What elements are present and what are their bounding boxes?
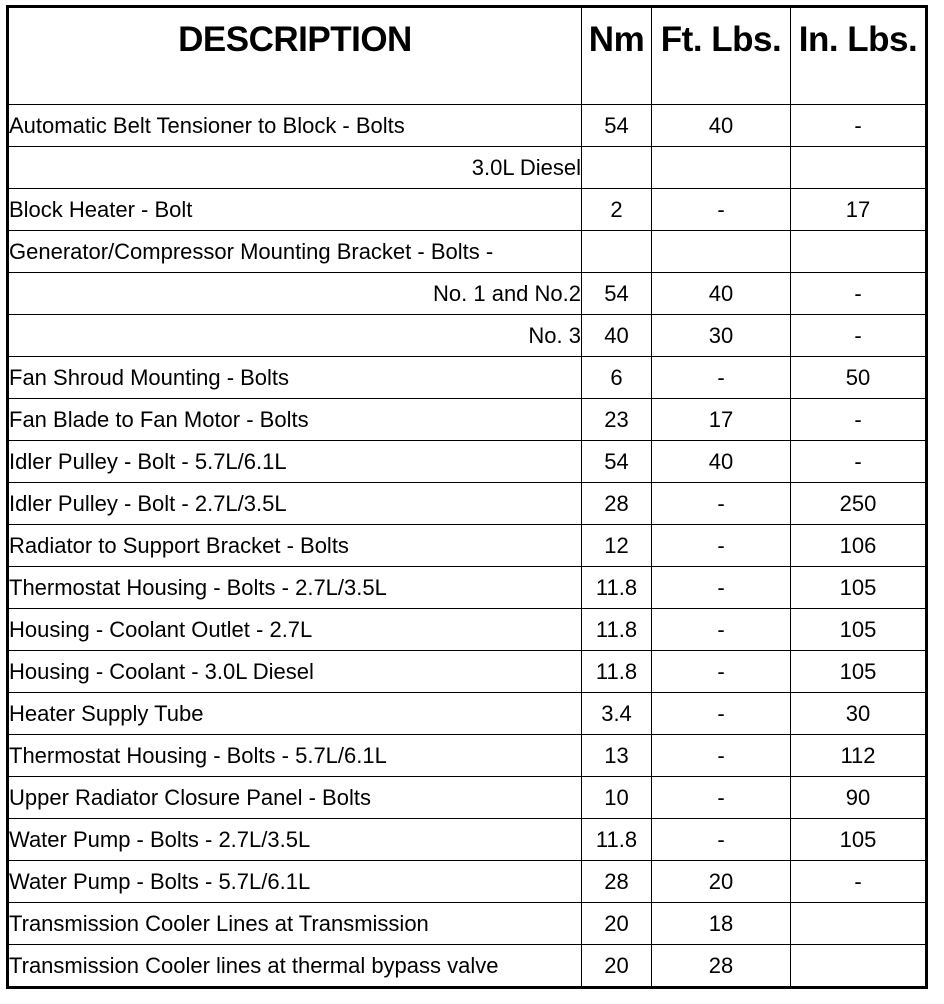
cell-in-lbs: - [791, 399, 927, 441]
cell-in-lbs: - [791, 105, 927, 147]
cell-nm: 40 [582, 315, 652, 357]
cell-description: Heater Supply Tube [8, 693, 582, 735]
table-row [8, 609, 927, 651]
cell-description: Fan Shroud Mounting - Bolts [8, 357, 582, 399]
cell-in-lbs: 105 [791, 567, 927, 609]
cell-ft-lbs: 40 [652, 273, 791, 315]
cell-nm: 20 [582, 945, 652, 988]
table-row [8, 819, 927, 861]
cell-description: Housing - Coolant - 3.0L Diesel [8, 651, 582, 693]
cell-nm [582, 147, 652, 189]
cell-nm: 12 [582, 525, 652, 567]
torque-specifications-table [6, 5, 928, 989]
cell-nm: 10 [582, 777, 652, 819]
cell-description: Transmission Cooler lines at thermal bypass valve [8, 945, 582, 988]
cell-in-lbs [791, 903, 927, 945]
cell-in-lbs: 90 [791, 777, 927, 819]
cell-ft-lbs [652, 147, 791, 189]
cell-nm: 23 [582, 399, 652, 441]
table-row [8, 441, 927, 483]
cell-description: Housing - Coolant Outlet - 2.7L [8, 609, 582, 651]
table-row [8, 399, 927, 441]
cell-in-lbs [791, 231, 927, 273]
cell-nm: 11.8 [582, 651, 652, 693]
header-in-lbs: In. Lbs. [791, 7, 927, 105]
cell-description: Block Heater - Bolt [8, 189, 582, 231]
table-row [8, 105, 927, 147]
cell-ft-lbs: - [652, 357, 791, 399]
cell-ft-lbs: - [652, 609, 791, 651]
cell-ft-lbs: - [652, 525, 791, 567]
cell-nm: 11.8 [582, 609, 652, 651]
cell-description: Thermostat Housing - Bolts - 2.7L/3.5L [8, 567, 582, 609]
cell-nm: 3.4 [582, 693, 652, 735]
table-row [8, 903, 927, 945]
cell-nm: 54 [582, 441, 652, 483]
table-row [8, 315, 927, 357]
cell-in-lbs: 105 [791, 651, 927, 693]
cell-ft-lbs: 30 [652, 315, 791, 357]
cell-description: Idler Pulley - Bolt - 5.7L/6.1L [8, 441, 582, 483]
cell-in-lbs [791, 147, 927, 189]
table-row [8, 735, 927, 777]
cell-description: 3.0L Diesel [8, 147, 582, 189]
table-row [8, 147, 927, 189]
cell-nm: 54 [582, 105, 652, 147]
cell-ft-lbs: 28 [652, 945, 791, 988]
cell-description: Automatic Belt Tensioner to Block - Bolts [8, 105, 582, 147]
table-row [8, 945, 927, 988]
cell-description: Thermostat Housing - Bolts - 5.7L/6.1L [8, 735, 582, 777]
cell-nm: 6 [582, 357, 652, 399]
cell-description: Idler Pulley - Bolt - 2.7L/3.5L [8, 483, 582, 525]
cell-description: No. 3 [8, 315, 582, 357]
table-row [8, 231, 927, 273]
cell-nm [582, 231, 652, 273]
table-row [8, 525, 927, 567]
cell-description: Transmission Cooler Lines at Transmission [8, 903, 582, 945]
cell-in-lbs: 250 [791, 483, 927, 525]
cell-nm: 11.8 [582, 819, 652, 861]
cell-in-lbs: 106 [791, 525, 927, 567]
cell-nm: 54 [582, 273, 652, 315]
cell-ft-lbs: 20 [652, 861, 791, 903]
cell-nm: 28 [582, 861, 652, 903]
table-row [8, 777, 927, 819]
table-row [8, 567, 927, 609]
cell-description: Generator/Compressor Mounting Bracket - Bolts - [8, 231, 582, 273]
cell-nm: 13 [582, 735, 652, 777]
cell-ft-lbs: - [652, 651, 791, 693]
cell-ft-lbs: 40 [652, 105, 791, 147]
cell-description: Upper Radiator Closure Panel - Bolts [8, 777, 582, 819]
cell-ft-lbs: - [652, 189, 791, 231]
cell-ft-lbs: - [652, 567, 791, 609]
table-body [8, 105, 927, 988]
cell-description: Water Pump - Bolts - 5.7L/6.1L [8, 861, 582, 903]
cell-in-lbs: - [791, 861, 927, 903]
table-row [8, 189, 927, 231]
table-row [8, 693, 927, 735]
cell-nm: 28 [582, 483, 652, 525]
cell-description: Fan Blade to Fan Motor - Bolts [8, 399, 582, 441]
cell-in-lbs: - [791, 315, 927, 357]
table-row [8, 483, 927, 525]
cell-in-lbs: 50 [791, 357, 927, 399]
cell-nm: 20 [582, 903, 652, 945]
table-row [8, 357, 927, 399]
header-nm: Nm [582, 7, 652, 105]
cell-in-lbs: 17 [791, 189, 927, 231]
table-row [8, 651, 927, 693]
cell-in-lbs: 30 [791, 693, 927, 735]
cell-description: No. 1 and No.2 [8, 273, 582, 315]
header-description: DESCRIPTION [8, 7, 582, 105]
cell-ft-lbs: - [652, 819, 791, 861]
cell-in-lbs: 112 [791, 735, 927, 777]
table-row [8, 861, 927, 903]
header-ft-lbs: Ft. Lbs. [652, 7, 791, 105]
cell-description: Radiator to Support Bracket - Bolts [8, 525, 582, 567]
cell-in-lbs: - [791, 273, 927, 315]
cell-nm: 11.8 [582, 567, 652, 609]
table-row [8, 273, 927, 315]
cell-in-lbs [791, 945, 927, 988]
cell-in-lbs: 105 [791, 609, 927, 651]
cell-nm: 2 [582, 189, 652, 231]
cell-ft-lbs [652, 231, 791, 273]
cell-ft-lbs: 18 [652, 903, 791, 945]
cell-description: Water Pump - Bolts - 2.7L/3.5L [8, 819, 582, 861]
cell-in-lbs: 105 [791, 819, 927, 861]
cell-ft-lbs: 17 [652, 399, 791, 441]
table-header-row [8, 7, 927, 105]
cell-ft-lbs: - [652, 483, 791, 525]
cell-in-lbs: - [791, 441, 927, 483]
cell-ft-lbs: - [652, 777, 791, 819]
cell-ft-lbs: - [652, 693, 791, 735]
cell-ft-lbs: - [652, 735, 791, 777]
cell-ft-lbs: 40 [652, 441, 791, 483]
